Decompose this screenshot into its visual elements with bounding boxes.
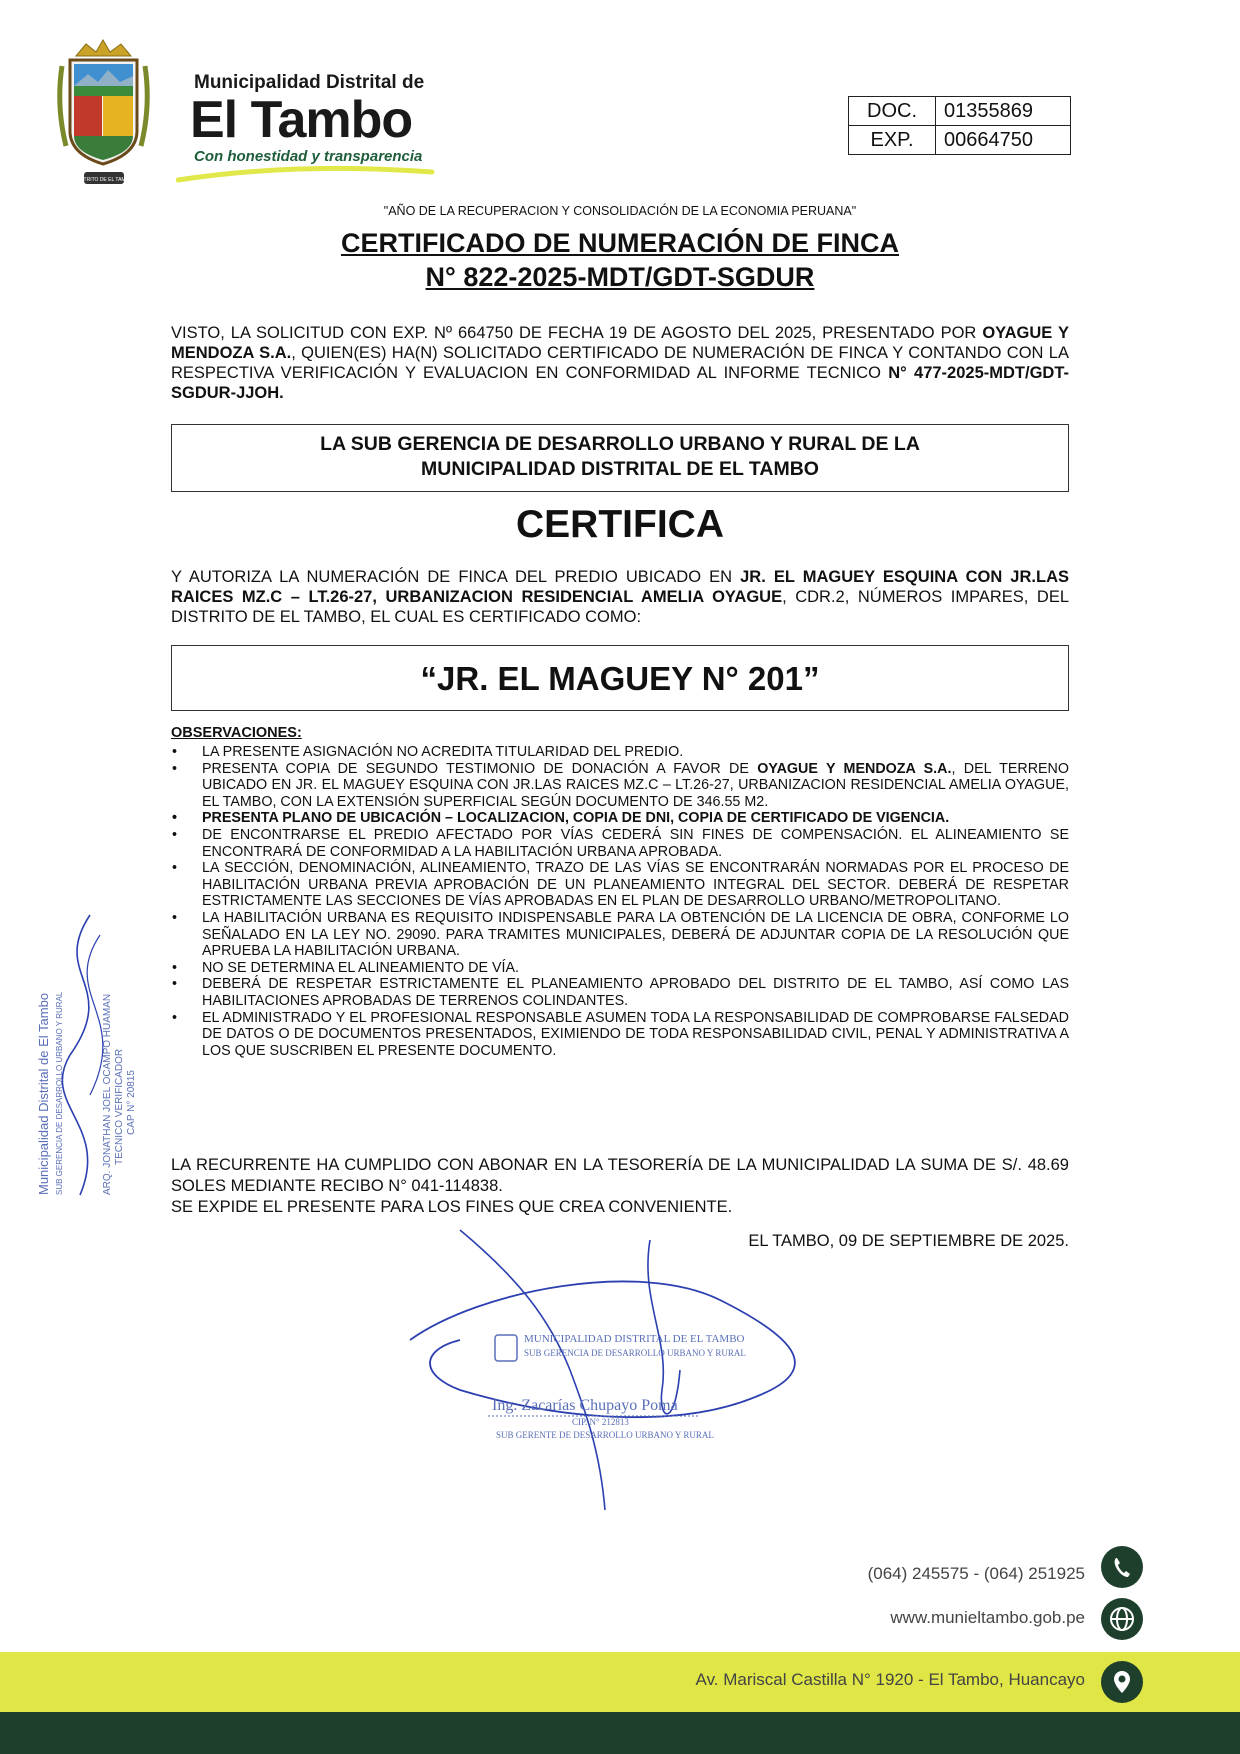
footer-dark-band [0,1712,1240,1754]
stamp-name: Ing. Zacarías Chupayo Poma [492,1397,678,1414]
visto-applicant: OYAGUE Y MENDOZA S.A. [171,324,1069,362]
signature-stroke [460,1230,605,1510]
authorize-text-2: , CDR.2, NÚMEROS IMPARES, DEL DISTRITO DE EL TAMBO, EL CUAL ES CERTIFICADO COMO: [171,588,1070,626]
authority-line2: MUNICIPALIDAD DISTRITAL DE EL TAMBO [421,458,819,480]
certified-address-box [171,645,1069,711]
closing-paragraph [171,1155,1069,1218]
municipality-emblem-logo [46,36,161,196]
certified-address: “JR. EL MAGUEY N° 201” [420,660,820,697]
authority-line1: LA SUB GERENCIA DE DESARROLLO URBANO Y RURAL DE LA [320,433,920,455]
municipality-name-line2: El Tambo [190,91,413,149]
authorize-location: JR. EL MAGUEY ESQUINA CON JR.LAS RAICES MZ.C – LT.26-27, URBANIZACION RESIDENCIAL AMELIA OYAGUE [171,568,1069,606]
observation-item: • LA HABILITACIÓN URBANA ES REQUISITO INDISPENSABLE PARA LA OBTENCIÓN DE LA LICENCIA DE OBRA, CONFORME LO SEÑALADO EN LA LEY NO. 29090. PARA TRAMITES MUNICIPALES, DEBERÁ DE ADJUNTAR COPIA DE LA RESOLUCIÓN QUE APRUEBA LA HABILITACIÓN URBANA. [171,910,1069,960]
visto-text-2: , QUIEN(ES) HA(N) SOLICITADO CERTIFICADO DE NUMERACIÓN DE FINCA Y CONTANDO CON LA RESPECTIVA VERIFICACIÓN Y EVALUACION EN CONFORMIDAD AL INFORME TECNICO [171,344,1069,382]
verifier-stamp-line4: TECNICO VERIFICADOR [114,1048,125,1165]
doc-row [849,97,1071,126]
observation-applicant: OYAGUE Y MENDOZA S.A. [757,760,952,777]
footer-address: Av. Mariscal Castilla N° 1920 - El Tambo, Huancayo [695,1670,1085,1689]
stamp-role: SUB GERENTE DE DESARROLLO URBANO Y RURAL [496,1430,714,1440]
stamp-line2: SUB GERENCIA DE DESARROLLO URBANO Y RURAL [524,1348,746,1358]
authorize-paragraph [171,567,1069,627]
document-title-text: CERTIFICADO DE NUMERACIÓN DE FINCA [341,228,899,258]
observation-item: • PRESENTA PLANO DE UBICACIÓN – LOCALIZACION, COPIA DE DNI, COPIA DE CERTIFICADO DE VIGENCIA. [171,810,1069,827]
observation-text: , DEL TERRENO UBICADO EN JR. EL MAGUEY ESQUINA CON JR.LAS RAICES MZ.C – LT.26-27, URBANIZACION RESIDENCIAL AMELIA OYAGUE, EL TAMBO, CON LA EXTENSIÓN SUPERFICIAL SEGÚN DOCUMENTO DE 346.55 M2. [202,760,1069,810]
observation-item: • DEBERÁ DE RESPETAR ESTRICTAMENTE EL PLANEAMIENTO APROBADO DEL DISTRITO DE EL TAMBO, ASÍ COMO LAS HABILITACIONES APROBADAS DE TERRENOS COLINDANTES. [171,976,1069,1009]
visto-report: N° 477-2025-MDT/GDT-SGDUR-JJOH. [171,364,1069,402]
doc-value: 01355869 [936,97,1071,126]
phone-icon [1101,1546,1143,1588]
observation-item: • DE ENCONTRARSE EL PREDIO AFECTADO POR VÍAS CEDERÁ SIN FINES DE COMPENSACIÓN. EL ALINEAMIENTO SE ENCONTRARÁ DE CONFORMIDAD A LA HABILITACIÓN URBANA APROBADA. [171,827,1069,860]
document-number [0,262,1240,293]
doc-label: DOC. [849,97,936,126]
issue-date: EL TAMBO, 09 DE SEPTIEMBRE DE 2025. [748,1232,1069,1250]
observations-title: OBSERVACIONES: [171,725,302,741]
document-reference-table [848,96,1071,155]
stamp-cip: CIP. N° 212813 [572,1417,629,1427]
closing-payment: LA RECURRENTE HA CUMPLIDO CON ABONAR EN LA TESORERÍA DE LA MUNICIPALIDAD LA SUMA DE S/. 48.69 SOLES MEDIANTE RECIBO N° 041-114838. [171,1156,1069,1195]
observation-item [171,761,1069,811]
exp-value: 00664750 [936,126,1071,155]
observation-item: • LA SECCIÓN, DENOMINACIÓN, ALINEAMIENTO, TRAZO DE LAS VÍAS SE ENCONTRARÁN NORMADAS POR EL PROCESO DE HABILITACIÓN URBANA PREVIA APROBACIÓN DE UN PLANEAMIENTO INTEGRAL DEL SECTOR. DEBERÁ DE RESPETAR ESTRICTAMENTE LAS SECCIONES DE VÍAS APROBADAS EN EL PLAN DE DESARROLLO URBANO/METROPOLITANO. [171,860,1069,910]
signature-stamp [400,1220,920,1520]
document-number-text: N° 822-2025-MDT/GDT-SGDUR [425,262,815,292]
stamp-shield-icon [495,1335,517,1361]
signature-stroke [648,1240,680,1414]
verifier-stamp-line5: CAP N° 20815 [126,1070,137,1135]
contact-phone: (064) 245575 - (064) 251925 [867,1564,1085,1583]
document-title [0,228,1240,259]
stamp-line1: MUNICIPALIDAD DISTRITAL DE EL TAMBO [524,1333,745,1345]
municipality-slogan: Con honestidad y transparencia [194,148,423,165]
verifier-stamp-line2: SUB GERENCIA DE DESARROLLO URBANO Y RURAL [55,991,64,1195]
exp-label: EXP. [849,126,936,155]
municipality-name-line1: Municipalidad Distrital de [194,72,425,93]
verifier-stamp-line1: Municipalidad Distrital de El Tambo [36,992,51,1195]
observations-list [171,744,1069,1059]
globe-icon [1101,1598,1143,1640]
certifica-heading: CERTIFICA [516,503,724,546]
year-motto: "AÑO DE LA RECUPERACION Y CONSOLIDACIÓN DE LA ECONOMIA PERUANA" [383,204,857,218]
observation-item: • EL ADMINISTRADO Y EL PROFESIONAL RESPONSABLE ASUMEN TODA LA RESPONSABILIDAD DE COMPROBARSE FALSEDAD DE DATOS O DE DOCUMENTOS PRESENTADOS, EXIMIENDO DE TODA RESPONSABILIDAD CIVIL, PENAL Y ADMINISTRATIVA A LOS QUE SUSCRIBEN EL PRESENTE DOCUMENTO. [171,1010,1069,1060]
closing-issue: SE EXPIDE EL PRESENTE PARA LOS FINES QUE CREA CONVENIENTE. [171,1198,733,1216]
verifier-stamp [30,895,140,1215]
visto-paragraph [171,323,1069,403]
authorize-text-1: Y AUTORIZA LA NUMERACIÓN DE FINCA DEL PREDIO UBICADO EN [171,568,741,586]
exp-row [849,126,1071,155]
contact-website[interactable]: www.munieltambo.gob.pe [890,1608,1085,1627]
verifier-stamp-line3: ARQ. JONATHAN JOEL OCAMPO HUAMAN [102,993,113,1195]
visto-text-1: VISTO, LA SOLICITUD CON EXP. Nº 664750 DE FECHA 19 DE AGOSTO DEL 2025, PRESENTADO POR [171,324,983,342]
authority-box [171,424,1069,492]
emblem-ribbon-text: DISTRITO DE EL TAMBO [75,177,133,183]
observation-text: PRESENTA COPIA DE SEGUNDO TESTIMONIO DE DONACIÓN A FAVOR DE [202,760,758,777]
observation-item: • LA PRESENTE ASIGNACIÓN NO ACREDITA TITULARIDAD DEL PREDIO. [171,744,1069,761]
location-pin-icon [1101,1661,1143,1703]
observation-item: • NO SE DETERMINA EL ALINEAMIENTO DE VÍA. [171,960,1069,977]
